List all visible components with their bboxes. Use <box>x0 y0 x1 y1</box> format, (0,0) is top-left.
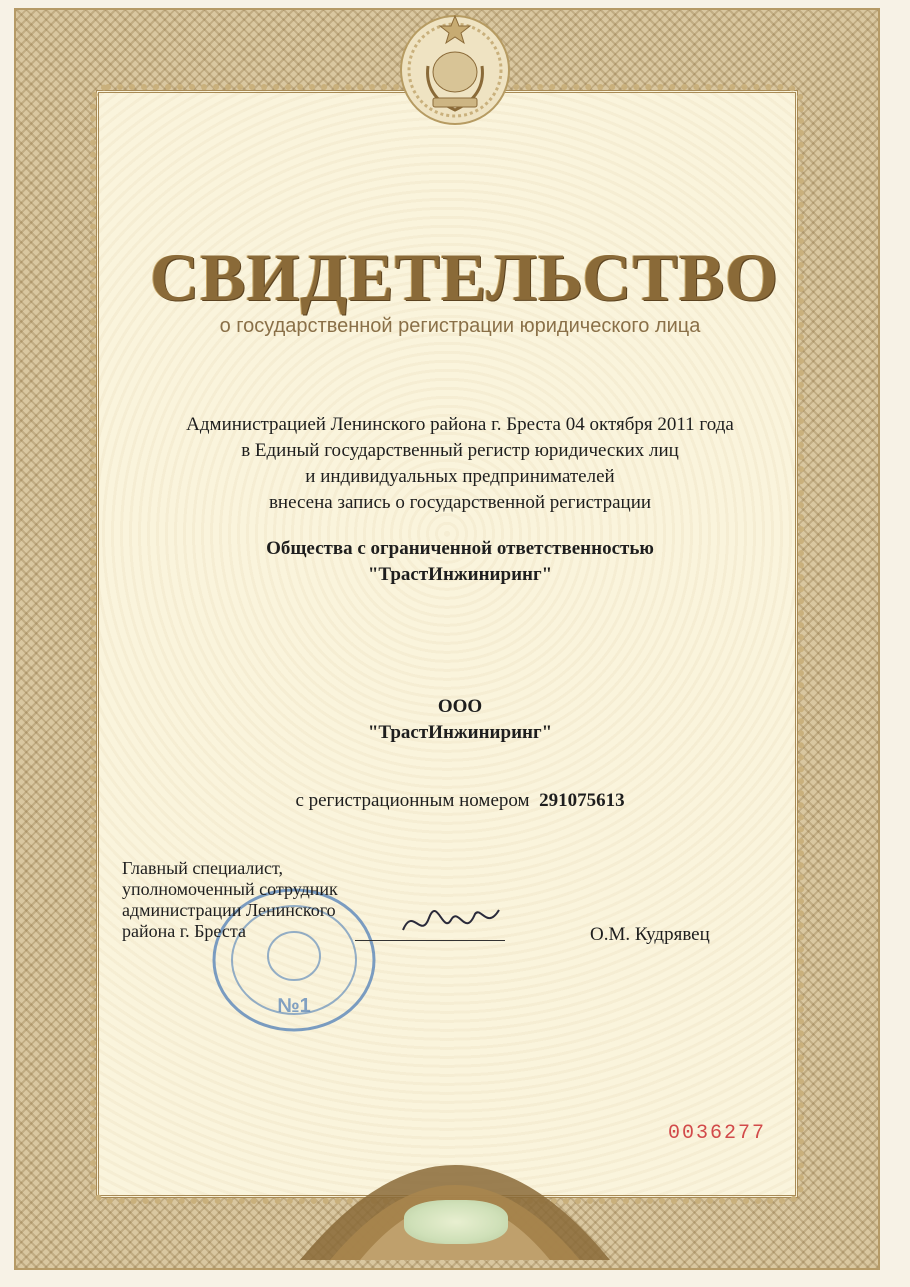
signer-title-line-3: администрации Ленинского <box>122 900 336 920</box>
registration-text-line-1: Администрацией Ленинского района г. Бреста 04 октября 2011 года <box>186 414 734 435</box>
serial-number: 0036277 <box>668 1122 767 1145</box>
svg-text:№1: №1 <box>277 995 311 1017</box>
security-hologram <box>404 1200 508 1244</box>
document-subtitle: о государственной регистрации юридического лица <box>219 315 701 337</box>
signer-title-line-4: района г. Бреста <box>122 921 246 941</box>
state-emblem-icon <box>398 6 512 130</box>
entity-full-name-line-2: "ТрастИнжиниринг" <box>367 564 553 585</box>
registration-number-label: с регистрационным номером <box>295 790 530 811</box>
signature-line <box>355 940 505 941</box>
registration-number-line <box>100 790 820 812</box>
signer-title-line-2: уполномоченный сотрудник <box>122 879 338 899</box>
registration-text-line-4: внесена запись о государственной регистрации <box>268 492 652 513</box>
registration-text-line-2: в Единый государственный регистр юридических лиц <box>241 440 679 461</box>
signer-title-line-1: Главный специалист, <box>122 858 284 878</box>
signer-name: О.М. Кудрявец <box>590 924 710 945</box>
handwritten-signature <box>395 900 505 950</box>
registration-number: 291075613 <box>539 790 625 811</box>
registration-text-line-3: и индивидуальных предпринимателей <box>305 466 615 487</box>
entity-short-name-line-1: ООО <box>437 696 483 717</box>
entity-short-name-line-2: "ТрастИнжиниринг" <box>367 722 553 743</box>
signer-title <box>122 858 382 942</box>
document-title: СВИДЕТЕЛЬСТВО <box>150 239 779 315</box>
entity-full-name-line-1: Общества с ограниченной ответственностью <box>266 538 654 559</box>
